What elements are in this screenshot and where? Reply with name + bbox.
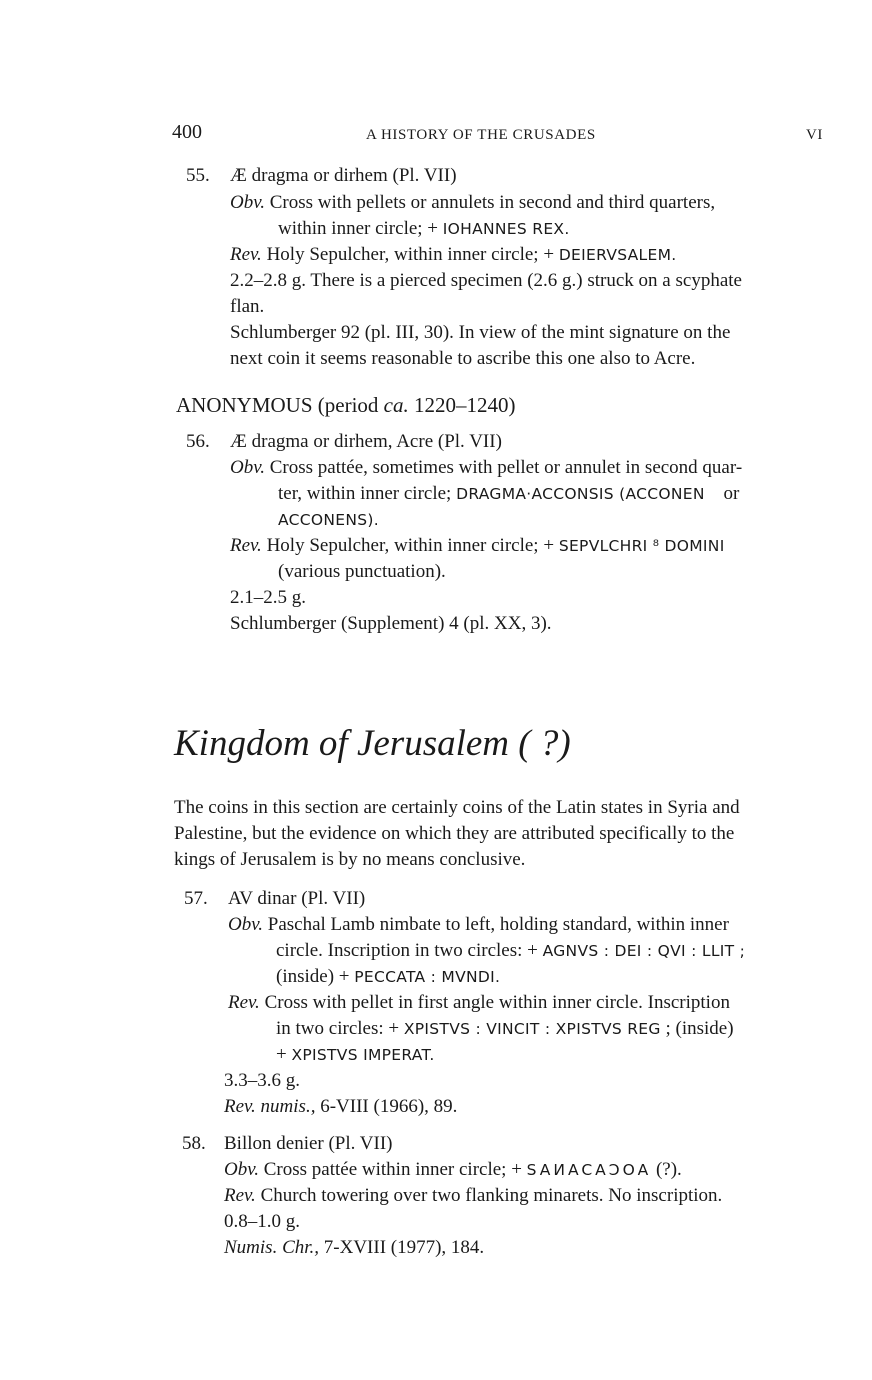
entry-55-obverse-legend: IOHANNES REX. bbox=[442, 220, 570, 238]
entry-57-reverse-legend-2: XPISTVS IMPERAT. bbox=[291, 1046, 435, 1064]
entry-55-title: Æ dragma or dirhem (Pl. VII) bbox=[230, 165, 457, 186]
entry-56-reference: Schlumberger (Supplement) 4 (pl. XX, 3). bbox=[230, 613, 552, 634]
entry-57-reverse-line-2 bbox=[276, 1016, 734, 1042]
reverse-label: Rev. bbox=[228, 992, 260, 1013]
entry-56-weight: 2.1–2.5 g. bbox=[230, 587, 306, 608]
obverse-label: Obv. bbox=[230, 192, 265, 213]
intro-line-1: The coins in this section are certainly coins of the Latin states in Syria and bbox=[174, 797, 740, 818]
entry-58-obverse-text: Cross pattée within inner circle; + bbox=[263, 1159, 522, 1180]
page-number: 400 bbox=[172, 121, 202, 143]
entry-58-reference-title: Numis. Chr., bbox=[224, 1237, 320, 1258]
entry-57-reverse-text-2: in two circles: + bbox=[276, 1018, 400, 1039]
obverse-label: Obv. bbox=[228, 914, 263, 935]
entry-57-obverse-text-2: circle. Inscription in two circles: + bbox=[276, 940, 538, 961]
entry-55-number: 55. bbox=[186, 165, 210, 186]
entry-57-reference-title: Rev. numis., bbox=[224, 1096, 316, 1117]
entry-57-reverse-plus: + bbox=[276, 1044, 287, 1065]
entry-55-weight-line-1: 2.2–2.8 g. There is a pierced specimen (2.6 g.) struck on a scyphate bbox=[230, 270, 742, 291]
entry-57-reverse-line bbox=[228, 990, 730, 1016]
entry-57-reverse-text: Cross with pellet in first angle within inner circle. Inscription bbox=[264, 992, 730, 1013]
entry-55-reverse-line bbox=[230, 242, 677, 268]
entry-56-reverse-line-2: (various punctuation). bbox=[278, 561, 446, 582]
entry-55-reference-line-1: Schlumberger 92 (pl. III, 30). In view of the mint signature on the bbox=[230, 322, 731, 343]
entry-55-reference-line-2: next coin it seems reasonable to ascribe this one also to Acre. bbox=[230, 348, 696, 369]
entry-56-obverse-text-2: ter, within inner circle; bbox=[278, 483, 452, 504]
running-title: A HISTORY OF THE CRUSADES bbox=[366, 127, 596, 143]
entry-58-reverse-text: Church towering over two flanking minarets. No inscription. bbox=[260, 1185, 723, 1206]
entry-57-number: 57. bbox=[184, 888, 208, 909]
entry-56-title: Æ dragma or dirhem, Acre (Pl. VII) bbox=[230, 431, 502, 452]
anonymous-dates: 1220–1240) bbox=[413, 393, 516, 417]
volume-number: VI bbox=[806, 127, 824, 143]
entry-55-reverse-text: Holy Sepulcher, within inner circle; + bbox=[266, 244, 555, 265]
entry-58-reverse-line bbox=[224, 1183, 722, 1209]
anonymous-name: ANONYMOUS (period bbox=[176, 393, 379, 417]
entry-58-number: 58. bbox=[182, 1133, 206, 1154]
entry-57-reverse-line-3 bbox=[276, 1042, 435, 1068]
entry-58-obverse-tail: (?). bbox=[655, 1159, 682, 1180]
entry-56-obverse-legend: DRAGMA·ACCONSIS (ACCONEN bbox=[456, 485, 705, 503]
reverse-label: Rev. bbox=[224, 1185, 256, 1206]
entry-56-obverse-text: Cross pattée, sometimes with pellet or annulet in second quar- bbox=[269, 457, 743, 478]
entry-56-obverse-line bbox=[230, 455, 742, 481]
intro-line-2: Palestine, but the evidence on which they are attributed specifically to the bbox=[174, 823, 735, 844]
entry-56-obverse-legend-2: ACCONENS). bbox=[278, 511, 379, 529]
entry-58-title: Billon denier (Pl. VII) bbox=[224, 1133, 393, 1154]
entry-57-obverse-text-3: (inside) + bbox=[276, 966, 350, 987]
entry-57-obverse-line bbox=[228, 912, 729, 938]
entry-57-title: AV dinar (Pl. VII) bbox=[228, 888, 366, 909]
entry-58-obverse-legend: SAИACAƆOA bbox=[526, 1161, 652, 1179]
entry-58-weight: 0.8–1.0 g. bbox=[224, 1211, 300, 1232]
entry-57-reverse-legend: XPISTVS : VINCIT : XPISTVS REG bbox=[403, 1020, 661, 1038]
entry-56-reverse-line bbox=[230, 533, 725, 559]
entry-58-obverse-line bbox=[224, 1157, 682, 1183]
entry-55-obverse-text-2: within inner circle; + bbox=[278, 218, 439, 239]
entry-57-reference-rest: 6-VIII (1966), 89. bbox=[320, 1096, 458, 1117]
entry-56-reverse-legend: SEPVLCHRI ⁸ DOMINI bbox=[558, 537, 725, 555]
entry-57-weight: 3.3–3.6 g. bbox=[224, 1070, 300, 1091]
entry-57-obverse-text: Paschal Lamb nimbate to left, holding standard, within inner bbox=[267, 914, 729, 935]
entry-56-obverse-line-2 bbox=[278, 481, 739, 507]
entry-55-weight-line-2: flan. bbox=[230, 296, 265, 317]
entry-56-obverse-or: or bbox=[723, 483, 740, 504]
entry-56-obverse-line-3 bbox=[278, 507, 379, 533]
entry-57-obverse-legend-2: PECCATA : MVNDI. bbox=[354, 968, 501, 986]
entry-56-number: 56. bbox=[186, 431, 210, 452]
reverse-label: Rev. bbox=[230, 244, 262, 265]
entry-57-obverse-legend: AGNVS : DEI : QVI : LLIT ; bbox=[542, 942, 746, 960]
entry-57-reverse-tail: ; (inside) bbox=[665, 1018, 734, 1039]
entry-55-obverse-line-2 bbox=[278, 216, 570, 242]
reverse-label: Rev. bbox=[230, 535, 262, 556]
entry-55-reverse-legend: DEIERVSALEM. bbox=[558, 246, 677, 264]
anonymous-heading bbox=[176, 393, 515, 418]
entry-58-reference bbox=[224, 1235, 484, 1261]
intro-line-3: kings of Jerusalem is by no means conclusive. bbox=[174, 849, 526, 870]
entry-55-obverse-line bbox=[230, 190, 715, 216]
obverse-label: Obv. bbox=[230, 457, 265, 478]
entry-55-obverse-text: Cross with pellets or annulets in second and third quarters, bbox=[269, 192, 716, 213]
entry-56-reverse-text: Holy Sepulcher, within inner circle; + bbox=[266, 535, 555, 556]
entry-57-obverse-line-2 bbox=[276, 938, 745, 964]
entry-57-obverse-line-3 bbox=[276, 964, 500, 990]
entry-58-reference-rest: 7-XVIII (1977), 184. bbox=[323, 1237, 485, 1258]
entry-57-reference bbox=[224, 1094, 457, 1120]
anonymous-ca: ca. bbox=[383, 393, 409, 417]
obverse-label: Obv. bbox=[224, 1159, 259, 1180]
section-title: Kingdom of Jerusalem ( ?) bbox=[174, 723, 571, 764]
